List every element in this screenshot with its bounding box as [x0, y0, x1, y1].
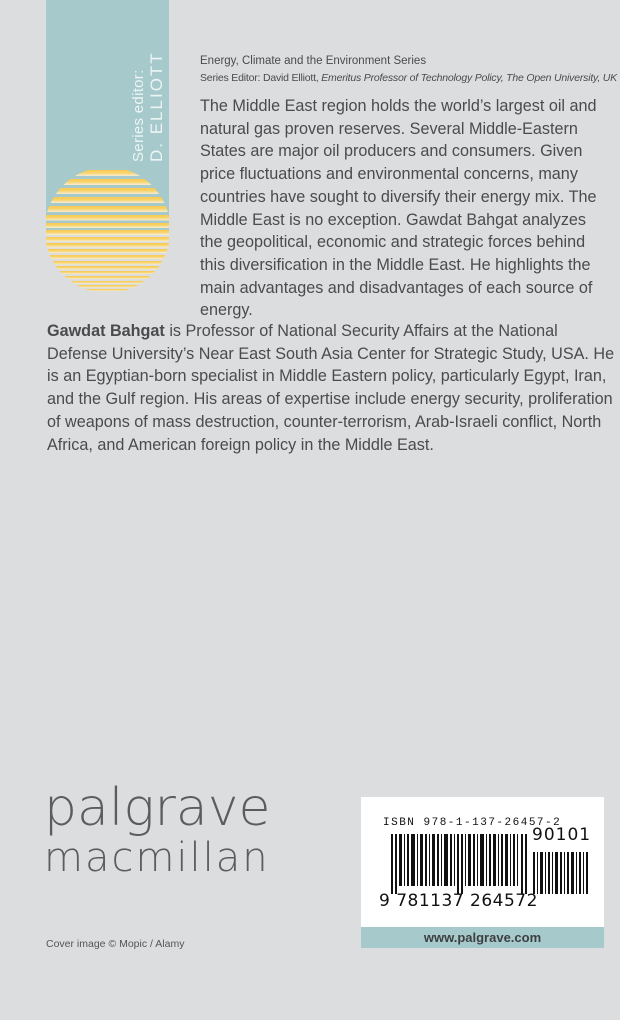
series-editor-label: Series editor:: [130, 69, 147, 162]
series-editor-line: [200, 72, 617, 84]
addon-digits: 90101: [532, 825, 592, 845]
author-bio-text: is Professor of National Security Affairs at the National Defense University’s Near East South Asia Center for Strategic Study, USA. He is an Egyptian-born specialist in Middle Eastern policy, particularly Egypt, Iran, and the Gulf region. His areas of expertise include energy security, proliferation of weapons of mass destruction, counter-terrorism, Arab-Israeli conflict, North Africa, and American foreign policy in the Middle East.: [47, 322, 615, 454]
series-editor-prefix: Series Editor: David Elliott,: [200, 72, 322, 84]
series-editor-name: D. ELLIOTT: [147, 51, 166, 162]
book-blurb: [200, 95, 605, 322]
publisher-logo-line1: palgrave: [44, 778, 271, 838]
publisher-website-link[interactable]: www.palgrave.com: [361, 927, 604, 948]
author-bio: [47, 320, 617, 456]
isbn-barcode-box: [361, 797, 604, 927]
publisher-logo-line2: macmillan: [44, 835, 270, 881]
sun-stripes-icon: [46, 160, 169, 300]
series-editor-affiliation: Emeritus Professor of Technology Policy, The Open University, UK: [321, 72, 617, 84]
blurb-text: The Middle East region holds the world’s largest oil and natural gas proven reserves. Several Middle-Eastern States are major oil producers and consumers. Given price fluctuations and environmental concerns, many countries have sought to diversify their energy mix. The Middle East is no exception. Gawdat Bahgat analyzes the geopolitical, economic and strategic forces behind this diversification in the Middle East. He highlights the main advantages and disadvantages of each source of energy.: [200, 97, 597, 320]
series-editor-vertical: [46, 0, 169, 170]
ean-digits: 9 781137 264572: [379, 891, 538, 911]
cover-image-credit: Cover image © Mopic / Alamy: [46, 938, 185, 950]
publisher-logo: [44, 778, 271, 881]
series-title: Energy, Climate and the Environment Series: [200, 55, 427, 67]
author-name: Gawdat Bahgat: [47, 322, 165, 340]
isbn-label: ISBN 978-1-137-26457-2: [383, 817, 562, 829]
